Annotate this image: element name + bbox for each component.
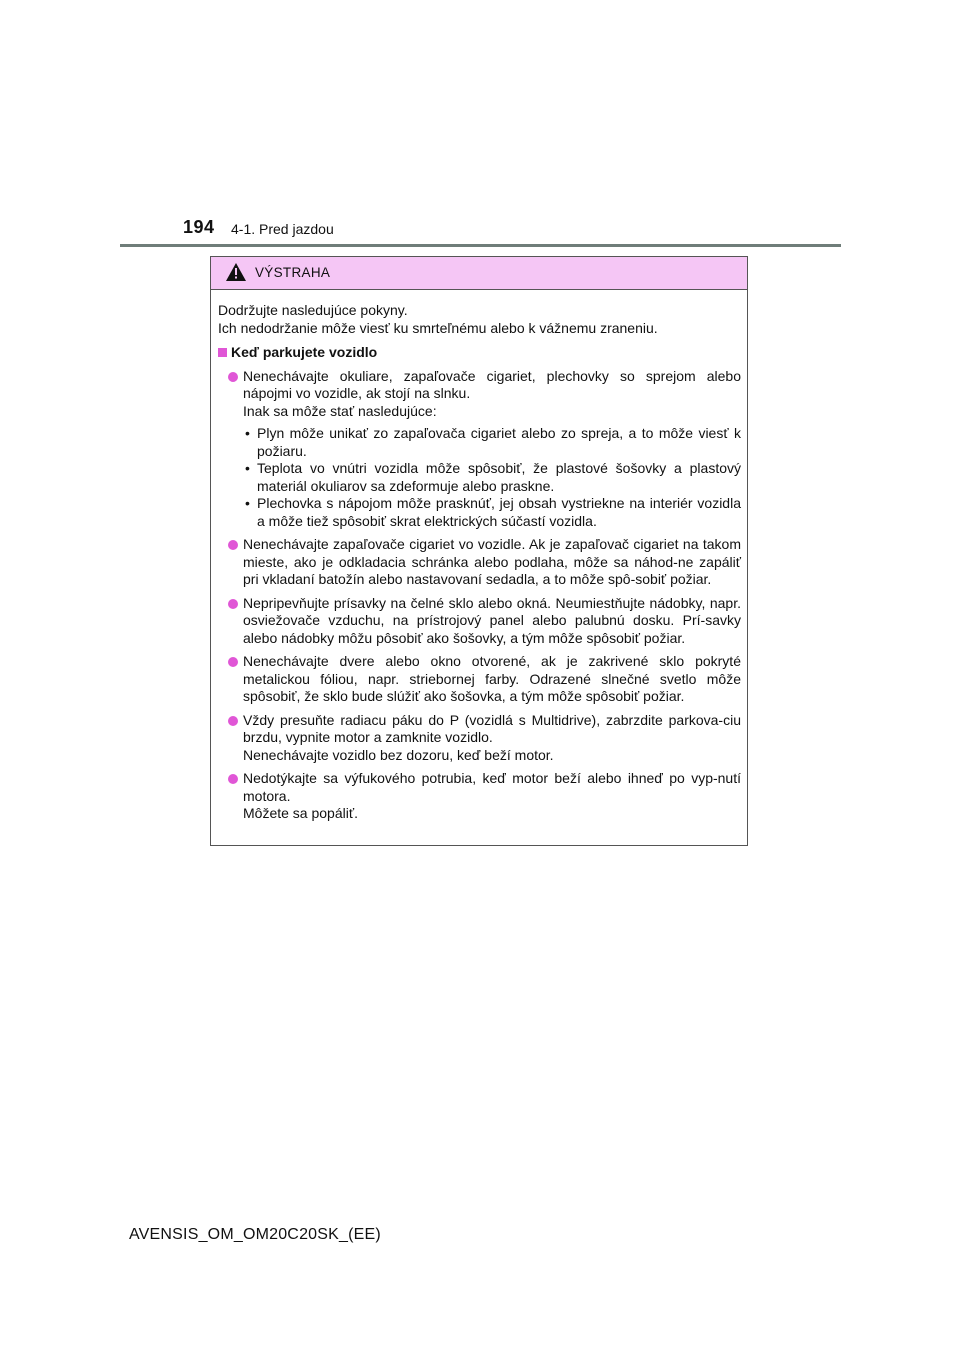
sub-list-item xyxy=(243,495,741,530)
circle-bullet-icon xyxy=(228,774,238,784)
item-text: Vždy presuňte radiacu páku do P (vozidlá s Multidrive), zabrzdite parkova-ciu brzdu, vypnite motor a zamknite vozidlo. xyxy=(243,711,741,745)
header-rule xyxy=(120,244,841,247)
warning-body xyxy=(211,290,747,823)
intro-line: Ich nedodržanie môže viesť ku smrteľnému alebo k vážnemu zraneniu. xyxy=(218,319,658,336)
list-item xyxy=(218,653,741,706)
dot-bullet-icon: • xyxy=(245,460,250,476)
item-text: Nenechávajte okuliare, zapaľovače cigariet, plechovky so sprejom alebo nápojmi vo vozidle, ak stojí na slnku. xyxy=(243,367,741,401)
warning-box xyxy=(210,256,748,846)
warning-triangle-icon xyxy=(226,263,246,281)
item-text: Nedotýkajte sa výfukového potrubia, keď motor beží alebo ihneď po vyp-nutí motora. xyxy=(243,770,741,804)
circle-bullet-icon xyxy=(228,599,238,609)
list-item xyxy=(218,595,741,648)
dot-bullet-icon: • xyxy=(245,495,250,511)
subitem-text: Plyn môže unikať zo zapaľovača cigariet alebo zo spreja, a to môže viesť k požiaru. xyxy=(257,425,741,459)
section-title: 4-1. Pred jazdou xyxy=(231,221,334,237)
warning-title: VÝSTRAHA xyxy=(255,265,331,280)
square-bullet-icon xyxy=(218,348,227,357)
circle-bullet-icon xyxy=(228,372,238,382)
item-text: Nenechávajte zapaľovače cigariet vo vozidle. Ak je zapaľovač cigariet na takom mieste, ako je odkladacia schránka alebo podlaha, môže sa náhod-ne zapáliť pri vkladaní batožín alebo nastavovaní sedadla, a to môže spô-sobiť požiar. xyxy=(243,536,741,587)
warning-intro xyxy=(218,302,741,337)
sub-list-item xyxy=(243,425,741,460)
intro-line: Dodržujte nasledujúce pokyny. xyxy=(218,302,408,318)
list-item xyxy=(218,368,741,531)
item-text: Nenechávajte dvere alebo okno otvorené, ak je zakrivené sklo pokryté metalickou fóliou, napr. striebornej farby. Odrazené slnečné svetlo môže spôsobiť, že sklo bude slúžiť ako šošovka, a tým môže spôsobiť požiar. xyxy=(243,653,741,704)
subitem-text: Teplota vo vnútri vozidla môže spôsobiť, že plastové šošovky a plastový materiál okuliarov sa zdeformuje alebo praskne. xyxy=(257,460,741,494)
sub-list-item xyxy=(243,460,741,495)
circle-bullet-icon xyxy=(228,716,238,726)
list-item xyxy=(218,536,741,589)
subheading-text: Keď parkujete vozidlo xyxy=(231,344,378,360)
list-item xyxy=(218,712,741,765)
subitem-text: Plechovka s nápojom môže prasknúť, jej obsah vystriekne na interiér vozidla a môže tiež spôsobiť skrat elektrických súčastí vozidla. xyxy=(257,495,741,529)
page-number: 194 xyxy=(183,217,215,237)
warning-subheading xyxy=(218,344,741,362)
item-note: Inak sa môže stať nasledujúce: xyxy=(243,402,437,419)
item-note: Nenechávajte vozidlo bez dozoru, keď beží motor. xyxy=(243,746,554,763)
item-note: Môžete sa popáliť. xyxy=(243,805,358,821)
warning-header xyxy=(211,257,747,290)
list-item xyxy=(218,770,741,823)
circle-bullet-icon xyxy=(228,657,238,667)
circle-bullet-icon xyxy=(228,540,238,550)
dot-bullet-icon: • xyxy=(245,425,250,441)
document-code: AVENSIS_OM_OM20C20SK_(EE) xyxy=(129,1226,381,1243)
item-text: Nepripevňujte prísavky na čelné sklo alebo okná. Neumiestňujte nádobky, napr. osviežovače vzduchu, na prístrojový panel alebo palubnú dosku. Prí-savky alebo nádobky môžu pôsobiť ako šošovky, a tým môže spôsobiť požiar. xyxy=(243,594,741,646)
